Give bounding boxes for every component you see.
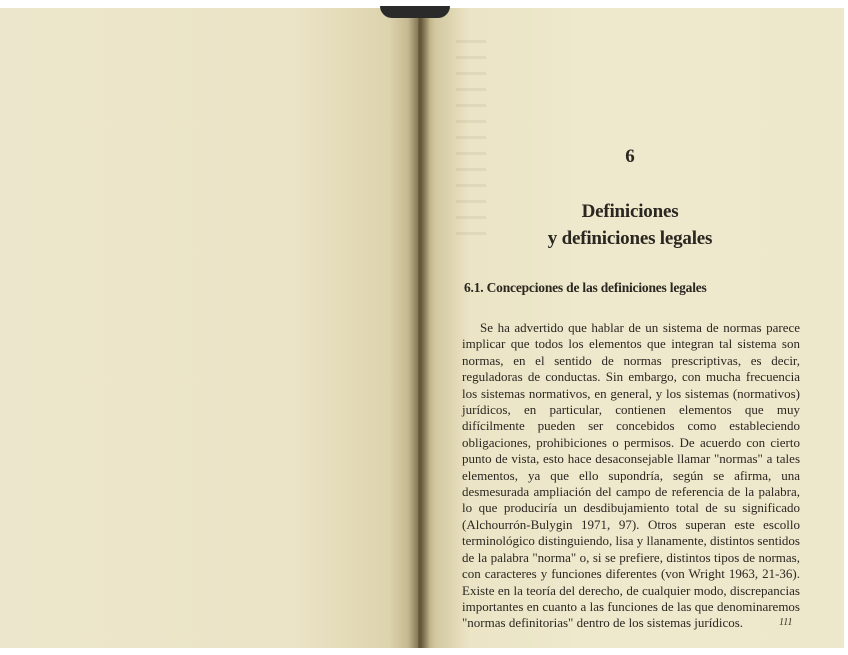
body-paragraph: Se ha advertido que hablar de un sistema de normas parece implicar que todos los elementos que integran tal sistema son normas, en el sentido de normas prescriptivas, es decir, reguladoras de conductas. Sin embargo, con mucha frecuencia los sistemas normativos, en general, y los sistemas (normativos) jurídicos, en particular, contienen elementos que muy difícilmente pueden ser concebidos como estableciendo obligaciones, prohibiciones o permisos. De acuerdo con cierto punto de vista, esto hace desaconsejable llamar "normas" a tales elementos, ya que ello supondría, según se afirma, una desmesurada ampliación del campo de referencia de la palabra, lo que produciría un desdibujamiento total de su significado (Alchourrón-Bulygin 1971, 97). Otros superan este escollo terminológico distinguiendo, lisa y llanamente, distintos sentidos de la palabra "norma" o, si se prefiere, distintos tipos de normas, con caracteres y funciones diferentes (von Wright 1963, 21-36). Existe en la teoría del derecho, de cualquier modo, discrepancias importantes en cuanto a las funciones de las que denominaremos "normas definitorias" dentro de los sistemas jurídicos. [462, 320, 800, 631]
section-heading: 6.1. Concepciones de las definiciones legales [464, 280, 707, 295]
book-gutter-shadow [408, 8, 430, 648]
chapter-title-line-1: Definiciones [581, 201, 679, 222]
spine-top-edge [380, 6, 450, 18]
left-page-blank [0, 8, 418, 648]
chapter-number: 6 [625, 146, 635, 167]
chapter-title-line-2: y definiciones legales [547, 228, 713, 249]
chapter-title [440, 198, 820, 252]
page-number: 111 [779, 617, 793, 628]
